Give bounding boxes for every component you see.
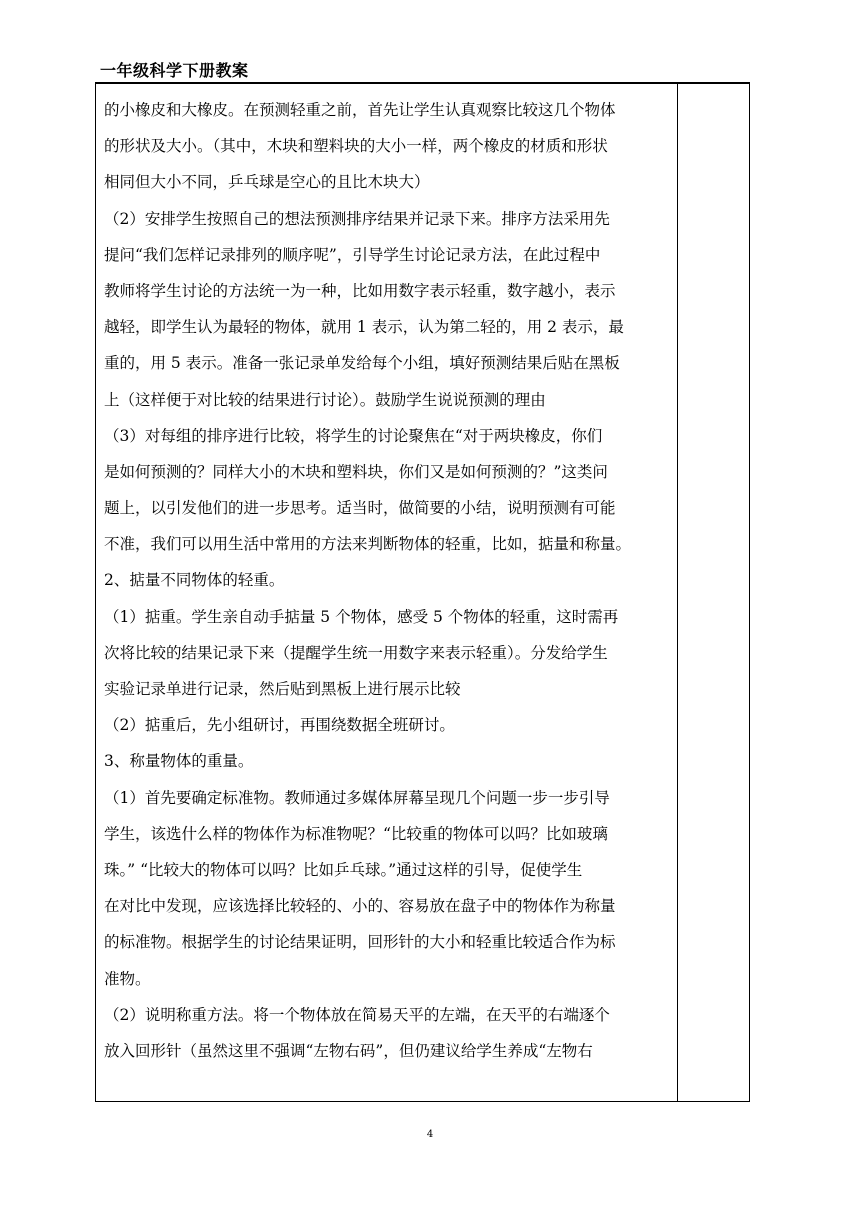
content-line: 不准，我们可以用生活中常用的方法来判断物体的轻重，比如，掂量和称量。 <box>104 535 632 554</box>
content-line: 学生，该选什么样的物体作为标准物呢？“比较重的物体可以吗？比如玻璃 <box>104 824 608 843</box>
content-line: 题上，以引发他们的进一步思考。适当时，做简要的小结，说明预测有可能 <box>104 499 616 518</box>
content-line: 准物。 <box>104 969 151 988</box>
content-line: 的形状及大小。（其中，木块和塑料块的大小一样，两个橡皮的材质和形状 <box>104 137 608 156</box>
content-line: （1）首先要确定标准物。教师通过多媒体屏幕呈现几个问题一步一步引导 <box>104 788 610 807</box>
content-line: （2）安排学生按照自己的想法预测排序结果并记录下来。排序方法采用先 <box>104 209 610 228</box>
content-line: （2）掂重后，先小组研讨，再围绕数据全班研讨。 <box>104 716 455 735</box>
content-line: （1）掂重。学生亲自动手掂量 5 个物体，感受 5 个物体的轻重，这时需再 <box>104 607 619 626</box>
content-line: 上（这样便于对比较的结果进行讨论）。鼓励学生说说预测的理由 <box>104 390 546 409</box>
content-line: 相同但大小不同，乒乓球是空心的且比木块大） <box>104 173 430 192</box>
content-line: 的标准物。根据学生的讨论结果证明，回形针的大小和轻重比较适合作为标 <box>104 933 616 952</box>
content-line: 放入回形针（虽然这里不强调“左物右码”，但仍建议给学生养成“左物右 <box>104 1041 593 1060</box>
content-line: 是如何预测的？同样大小的木块和塑料块，你们又是如何预测的？”这类问 <box>104 462 608 481</box>
section-heading: 3、称量物体的重量。 <box>104 752 254 771</box>
content-line: 次将比较的结果记录下来（提醒学生统一用数字来表示轻重）。分发给学生 <box>104 643 608 662</box>
lesson-content-cell <box>104 92 678 1069</box>
content-line: 在对比中发现，应该选择比较轻的、小的、容易放在盘子中的物体作为称量 <box>104 897 616 916</box>
content-line: 实验记录单进行记录，然后贴到黑板上进行展示比较 <box>104 680 461 698</box>
content-line: 珠。” “比较大的物体可以吗？比如乒乓球。”通过这样的引导，促使学生 <box>104 860 583 879</box>
content-line: （2）说明称重方法。将一个物体放在简易天平的左端，在天平的右端逐个 <box>104 1005 610 1024</box>
content-line: 的小橡皮和大橡皮。在预测轻重之前，首先让学生认真观察比较这几个物体 <box>104 101 616 119</box>
content-line: 重的，用 5 表示。准备一张记录单发给每个小组，填好预测结果后贴在黑板 <box>104 354 620 373</box>
content-line: （3）对每组的排序进行比较，将学生的讨论聚焦在“对于两块橡皮，你们 <box>104 426 603 445</box>
lesson-plan-table <box>95 82 750 1102</box>
section-heading: 2、掂量不同物体的轻重。 <box>104 571 285 590</box>
page-number: 4 <box>426 1129 434 1140</box>
content-line: 越轻，即学生认为最轻的物体，就用 1 表示，认为第二轻的，用 2 表示，最 <box>104 318 624 337</box>
document-header-title: 一年级科学下册教案 <box>100 61 249 80</box>
content-line: 教师将学生讨论的方法统一为一种，比如用数字表示轻重，数字越小，表示 <box>104 281 616 300</box>
content-line: 提问“我们怎样记录排列的顺序呢”，引导学生讨论记录方法，在此过程中 <box>104 245 601 264</box>
